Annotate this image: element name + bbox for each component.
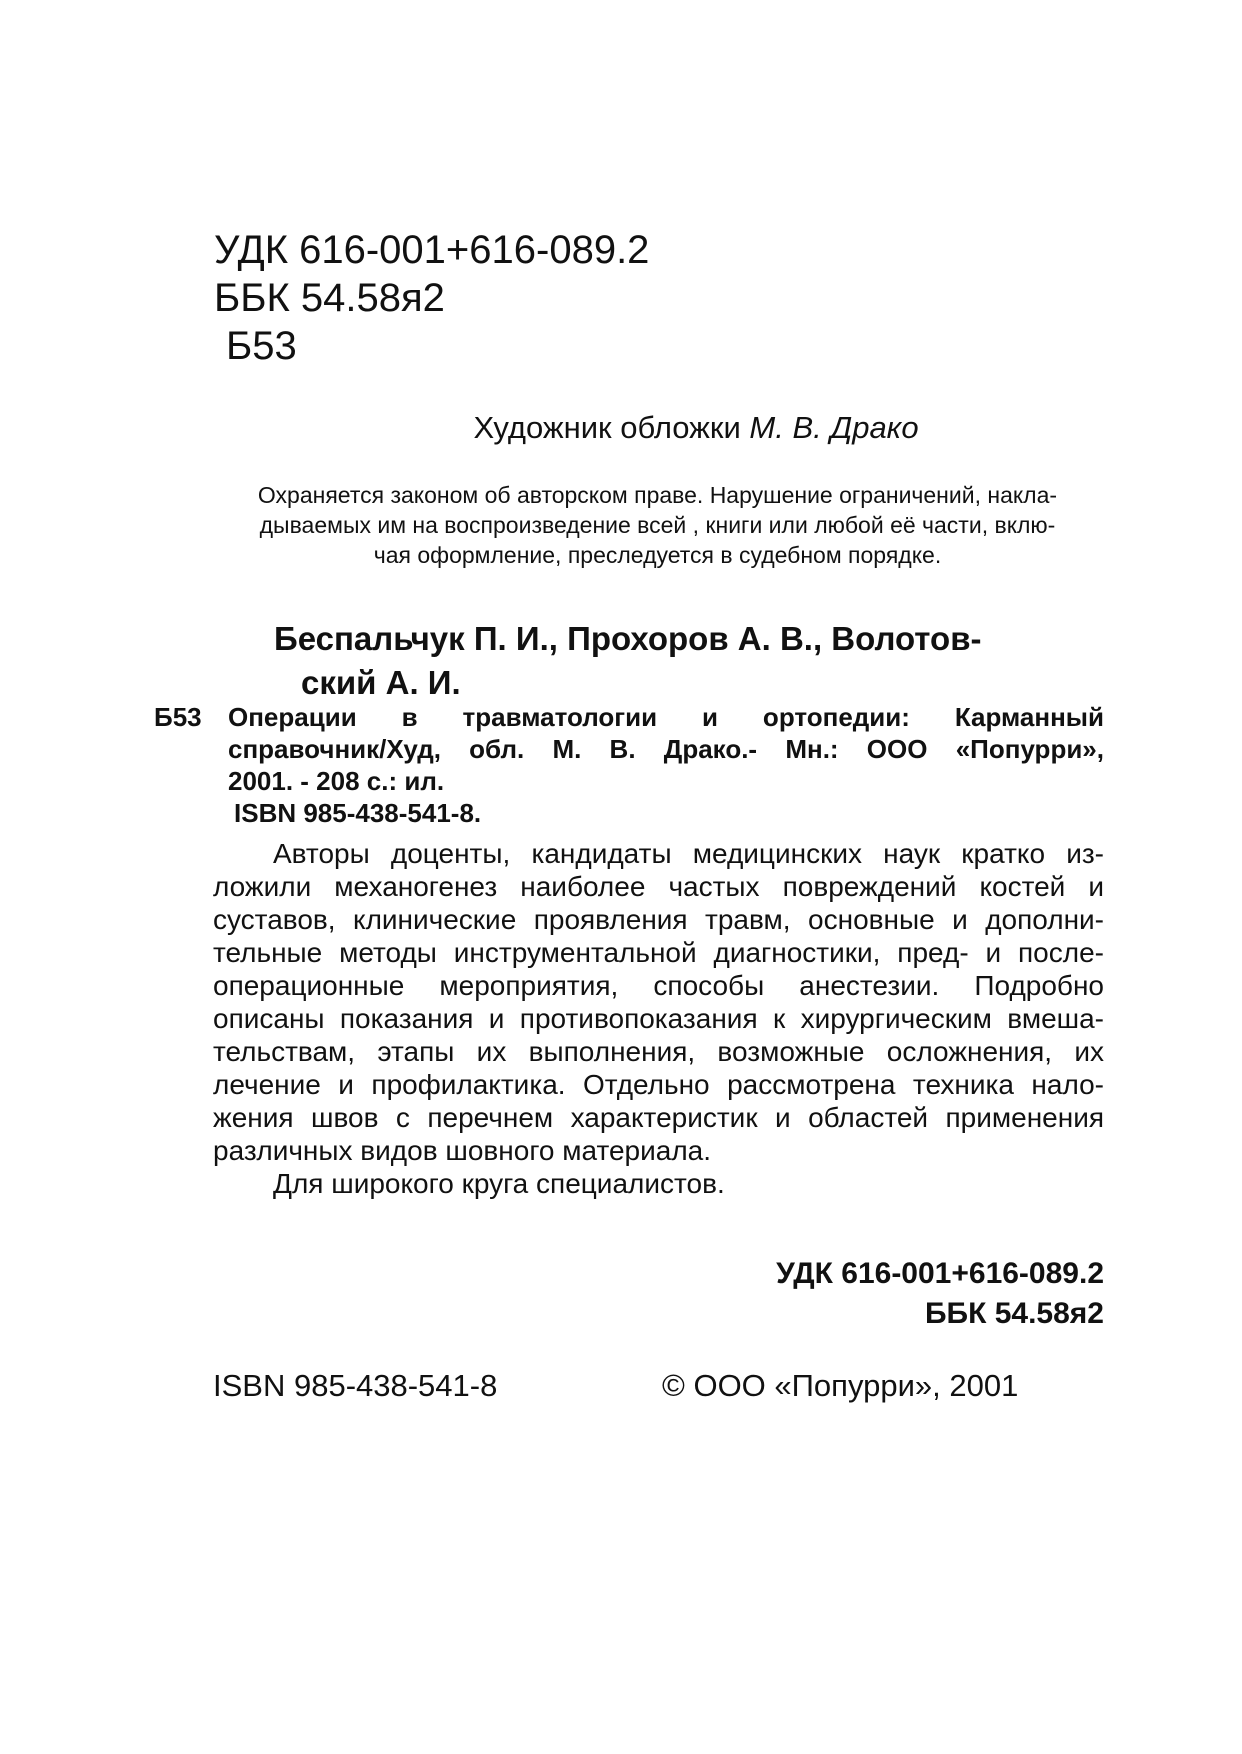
copyright-notice-line: дываемых им на воспроизведение всей , книги или любой её части, вклю- (259, 512, 1056, 538)
entry-code: Б53 (154, 702, 202, 732)
authors-line: Беспальчук П. И., Прохоров А. В., Волотов- (274, 620, 982, 657)
authors-line: ский А. И. (301, 664, 461, 701)
bbk-code: ББК 54.58я2 (214, 276, 445, 320)
copyright-notice (215, 480, 1100, 570)
annotation-line: тельные методы инструментальной диагностики, пред- и после- (213, 937, 1104, 968)
cover-artist-line (0, 408, 1242, 448)
footer-bbk-code: ББК 54.58я2 (924, 1297, 1104, 1330)
entry-title-line: Операции в травматологии и ортопедии: Карманный (228, 702, 1104, 732)
annotation-audience: Для широкого круга специалистов. (273, 1168, 725, 1199)
annotation-line: операционные мероприятия, способы анестезии. Подробно (213, 970, 1104, 1001)
entry-isbn: ISBN 985-438-541-8. (234, 798, 482, 828)
annotation-line: ложили механогенез наиболее частых повреждений костей и (213, 871, 1104, 902)
footer-isbn: ISBN 985-438-541-8 (213, 1368, 498, 1403)
annotation-line: жения швов с перечнем характеристик и областей применения (213, 1102, 1104, 1133)
bibliographic-entry (154, 701, 1104, 829)
cover-artist-name: М. В. Драко (749, 410, 919, 445)
entry-title-line: 2001. - 208 с.: ил. (228, 766, 445, 796)
entry-title-line: справочник/Худ, обл. М. В. Драко.- Мн.: ООО «Попурри», (228, 734, 1104, 764)
authors (274, 617, 981, 705)
annotation-line: суставов, клинические проявления травм, основные и дополни- (213, 904, 1104, 935)
annotation-line: различных видов шовного материала. (213, 1135, 712, 1166)
footer-copyright: © ООО «Попурри», 2001 (662, 1368, 1019, 1403)
cover-artist-label: Художник обложки (473, 410, 741, 445)
footer-udk-code: УДК 616-001+616-089.2 (776, 1257, 1104, 1290)
footer-codes (776, 1254, 1104, 1334)
udk-code: УДК 616-001+616-089.2 (214, 228, 650, 272)
copyright-notice-line: чая оформление, преследуется в судебном порядке. (373, 542, 942, 568)
copyright-notice-line: Охраняется законом об авторском праве. Нарушение ограничений, накла- (257, 482, 1058, 508)
annotation-line: описаны показания и противопоказания к хирургическим вмеша- (213, 1003, 1104, 1034)
annotation (213, 837, 1104, 1200)
author-code: Б53 (226, 324, 297, 368)
annotation-line: тельствам, этапы их выполнения, возможные осложнения, их (213, 1036, 1104, 1067)
annotation-line: лечение и профилактика. Отдельно рассмотрена техника нало- (213, 1069, 1104, 1100)
header-codes (214, 226, 649, 370)
annotation-line: Авторы доценты, кандидаты медицинских наук кратко из- (273, 838, 1104, 869)
